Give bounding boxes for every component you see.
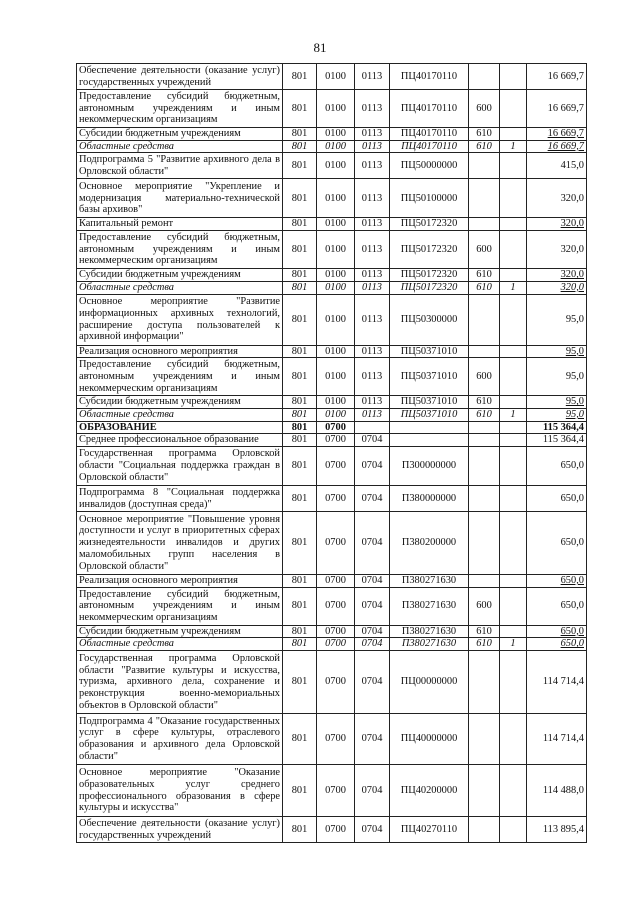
row-csr: ПЦ40270110: [390, 817, 469, 843]
row-ist: [500, 447, 527, 486]
row-sum: 320,0: [527, 269, 587, 282]
row-vr: [469, 714, 500, 765]
row-ved: 801: [283, 396, 317, 409]
row-name: Областные средства: [77, 638, 283, 651]
row-rz: 0100: [317, 153, 355, 179]
row-ist: [500, 128, 527, 141]
row-ist: [500, 575, 527, 588]
row-name: Капитальный ремонт: [77, 218, 283, 231]
row-csr: ПЦ50000000: [390, 153, 469, 179]
table-row: [77, 434, 587, 447]
row-ist: [500, 817, 527, 843]
row-csr: [390, 421, 469, 434]
row-rz: 0700: [317, 651, 355, 714]
row-pr: 0704: [355, 434, 390, 447]
row-rz: 0100: [317, 90, 355, 128]
row-sum: 95,0: [527, 408, 587, 421]
row-name: Областные средства: [77, 408, 283, 421]
row-ved: 801: [283, 512, 317, 575]
row-rz: 0100: [317, 269, 355, 282]
row-ved: 801: [283, 421, 317, 434]
row-vr: 600: [469, 358, 500, 396]
row-ist: [500, 486, 527, 512]
row-sum: 650,0: [527, 512, 587, 575]
row-vr: 610: [469, 281, 500, 294]
row-vr: 600: [469, 90, 500, 128]
row-vr: 600: [469, 587, 500, 625]
row-ist: 1: [500, 638, 527, 651]
row-pr: 0113: [355, 179, 390, 218]
row-vr: [469, 153, 500, 179]
row-vr: 610: [469, 408, 500, 421]
table-row: [77, 447, 587, 486]
row-pr: 0113: [355, 358, 390, 396]
row-csr: ПЦ50172320: [390, 218, 469, 231]
row-ved: 801: [283, 64, 317, 90]
row-ist: [500, 714, 527, 765]
row-name: Среднее профессиональное образование: [77, 434, 283, 447]
row-ved: 801: [283, 765, 317, 817]
row-sum: 113 895,4: [527, 817, 587, 843]
row-csr: ПЦ50371010: [390, 345, 469, 358]
row-name: Основное мероприятие "Развитие информационных архивных технологий, расширение доступа пользователей к архивной информации": [77, 294, 283, 345]
table-row: [77, 638, 587, 651]
table-row: [77, 587, 587, 625]
row-vr: [469, 421, 500, 434]
row-csr: ПЦ50371010: [390, 396, 469, 409]
row-rz: 0100: [317, 140, 355, 153]
row-ist: [500, 358, 527, 396]
row-name: Подпрограмма 5 "Развитие архивного дела в Орловской области": [77, 153, 283, 179]
row-pr: 0113: [355, 345, 390, 358]
row-sum: 95,0: [527, 294, 587, 345]
row-name: Субсидии бюджетным учреждениям: [77, 269, 283, 282]
row-csr: ПЦ40000000: [390, 714, 469, 765]
row-csr: ПЦ50172320: [390, 231, 469, 269]
row-pr: 0704: [355, 625, 390, 638]
row-vr: [469, 512, 500, 575]
row-ist: [500, 64, 527, 90]
row-csr: ПЦ40200000: [390, 765, 469, 817]
row-ved: 801: [283, 625, 317, 638]
row-name: Государственная программа Орловской области "Социальная поддержка граждан в Орловской области": [77, 447, 283, 486]
row-sum: 95,0: [527, 358, 587, 396]
row-name: Предоставление субсидий бюджетным, автономным учреждениям и иным некоммерческим организациям: [77, 358, 283, 396]
row-pr: 0113: [355, 231, 390, 269]
row-sum: 16 669,7: [527, 64, 587, 90]
row-vr: [469, 218, 500, 231]
row-name: Предоставление субсидий бюджетным, автономным учреждениям и иным некоммерческим организациям: [77, 587, 283, 625]
row-csr: ПЦ40170110: [390, 128, 469, 141]
row-csr: ПЦ50172320: [390, 269, 469, 282]
row-name: Обеспечение деятельности (оказание услуг) государственных учреждений: [77, 817, 283, 843]
row-rz: 0700: [317, 765, 355, 817]
row-rz: 0700: [317, 714, 355, 765]
table-row: [77, 817, 587, 843]
row-sum: 114 714,4: [527, 714, 587, 765]
row-name: Предоставление субсидий бюджетным, автономным учреждениям и иным некоммерческим организациям: [77, 90, 283, 128]
row-csr: ПЦ50172320: [390, 281, 469, 294]
row-sum: 114 488,0: [527, 765, 587, 817]
row-name: Государственная программа Орловской области "Развитие культуры и искусства, туризма, архивного дела, сохранение и реконструкция военно-мемориальных объектов в Орловской области": [77, 651, 283, 714]
row-sum: 115 364,4: [527, 421, 587, 434]
row-ist: [500, 231, 527, 269]
row-vr: [469, 817, 500, 843]
row-rz: 0700: [317, 447, 355, 486]
row-pr: 0113: [355, 140, 390, 153]
row-rz: 0100: [317, 281, 355, 294]
row-ved: 801: [283, 447, 317, 486]
row-rz: 0100: [317, 218, 355, 231]
row-sum: 16 669,7: [527, 90, 587, 128]
row-rz: 0700: [317, 421, 355, 434]
row-vr: 610: [469, 269, 500, 282]
row-ved: 801: [283, 179, 317, 218]
row-sum: 320,0: [527, 281, 587, 294]
row-rz: 0100: [317, 179, 355, 218]
table-row: [77, 408, 587, 421]
row-ved: 801: [283, 153, 317, 179]
row-rz: 0700: [317, 486, 355, 512]
row-vr: [469, 434, 500, 447]
row-vr: [469, 575, 500, 588]
row-name: Основное мероприятие "Повышение уровня доступности и услуг в приоритетных сферах жизнедеятельности инвалидов и других маломобильных групп населения в Орловской области": [77, 512, 283, 575]
row-rz: 0100: [317, 345, 355, 358]
row-rz: 0700: [317, 587, 355, 625]
row-pr: 0704: [355, 714, 390, 765]
row-ved: 801: [283, 218, 317, 231]
row-vr: [469, 447, 500, 486]
row-pr: 0704: [355, 651, 390, 714]
row-csr: ПЦ40170110: [390, 140, 469, 153]
row-name: ОБРАЗОВАНИЕ: [77, 421, 283, 434]
table-row: [77, 64, 587, 90]
row-ist: [500, 625, 527, 638]
row-ist: [500, 269, 527, 282]
row-sum: 320,0: [527, 179, 587, 218]
row-pr: 0704: [355, 765, 390, 817]
row-ist: [500, 512, 527, 575]
row-sum: 650,0: [527, 486, 587, 512]
row-ist: [500, 434, 527, 447]
row-ved: 801: [283, 434, 317, 447]
table-row: [77, 90, 587, 128]
row-vr: 610: [469, 396, 500, 409]
row-ved: 801: [283, 90, 317, 128]
row-pr: 0113: [355, 294, 390, 345]
row-ist: [500, 153, 527, 179]
row-csr: П380271630: [390, 625, 469, 638]
row-ist: [500, 587, 527, 625]
row-ved: 801: [283, 140, 317, 153]
row-pr: 0113: [355, 64, 390, 90]
row-csr: [390, 434, 469, 447]
row-sum: 115 364,4: [527, 434, 587, 447]
table-row: [77, 179, 587, 218]
row-ved: 801: [283, 486, 317, 512]
row-vr: 610: [469, 625, 500, 638]
row-ist: 1: [500, 281, 527, 294]
row-rz: 0100: [317, 64, 355, 90]
row-rz: 0100: [317, 396, 355, 409]
table-row: [77, 625, 587, 638]
table-row: [77, 765, 587, 817]
table-row: [77, 575, 587, 588]
row-ist: [500, 90, 527, 128]
row-sum: 650,0: [527, 447, 587, 486]
table-row: [77, 281, 587, 294]
row-name: Реализация основного мероприятия: [77, 575, 283, 588]
row-ved: 801: [283, 408, 317, 421]
row-csr: П300000000: [390, 447, 469, 486]
row-csr: ПЦ40170110: [390, 64, 469, 90]
table-row: [77, 140, 587, 153]
row-vr: [469, 486, 500, 512]
row-pr: 0113: [355, 269, 390, 282]
row-name: Основное мероприятие "Укрепление и модернизация материально-технической базы архивов": [77, 179, 283, 218]
row-sum: 415,0: [527, 153, 587, 179]
row-csr: ПЦ50371010: [390, 358, 469, 396]
row-rz: 0100: [317, 358, 355, 396]
row-pr: 0704: [355, 817, 390, 843]
row-vr: 610: [469, 638, 500, 651]
row-csr: П380000000: [390, 486, 469, 512]
table-row: [77, 396, 587, 409]
row-rz: 0700: [317, 434, 355, 447]
row-name: Областные средства: [77, 140, 283, 153]
row-pr: 0113: [355, 90, 390, 128]
row-name: Подпрограмма 4 "Оказание государственных услуг в сфере культуры, отраслевого образования и архивного дела Орловской области": [77, 714, 283, 765]
row-csr: П380271630: [390, 587, 469, 625]
row-pr: 0113: [355, 218, 390, 231]
row-pr: 0704: [355, 575, 390, 588]
table-row: [77, 651, 587, 714]
table-row: [77, 512, 587, 575]
row-vr: [469, 179, 500, 218]
row-sum: 320,0: [527, 231, 587, 269]
row-ved: 801: [283, 638, 317, 651]
row-pr: 0113: [355, 153, 390, 179]
row-csr: П380271630: [390, 638, 469, 651]
row-ved: 801: [283, 651, 317, 714]
row-name: Областные средства: [77, 281, 283, 294]
row-csr: ПЦ40170110: [390, 90, 469, 128]
row-rz: 0700: [317, 638, 355, 651]
row-sum: 650,0: [527, 587, 587, 625]
row-ist: [500, 765, 527, 817]
row-ist: [500, 294, 527, 345]
row-ved: 801: [283, 587, 317, 625]
row-sum: 650,0: [527, 638, 587, 651]
row-pr: 0113: [355, 128, 390, 141]
row-ved: 801: [283, 345, 317, 358]
table-row: [77, 345, 587, 358]
table-row: [77, 486, 587, 512]
row-sum: 16 669,7: [527, 140, 587, 153]
row-rz: 0700: [317, 512, 355, 575]
row-sum: 320,0: [527, 218, 587, 231]
row-csr: ПЦ50300000: [390, 294, 469, 345]
row-vr: 610: [469, 140, 500, 153]
row-csr: П380271630: [390, 575, 469, 588]
row-name: Субсидии бюджетным учреждениям: [77, 128, 283, 141]
row-ist: [500, 651, 527, 714]
row-rz: 0100: [317, 231, 355, 269]
row-sum: 95,0: [527, 345, 587, 358]
row-pr: [355, 421, 390, 434]
row-ved: 801: [283, 575, 317, 588]
row-ved: 801: [283, 358, 317, 396]
table-row: [77, 714, 587, 765]
row-pr: 0113: [355, 396, 390, 409]
row-pr: 0113: [355, 281, 390, 294]
budget-table: [76, 63, 587, 843]
row-name: Субсидии бюджетным учреждениям: [77, 396, 283, 409]
row-ved: 801: [283, 128, 317, 141]
row-csr: ПЦ50100000: [390, 179, 469, 218]
table-row: [77, 218, 587, 231]
row-name: Подпрограмма 8 "Социальная поддержка инвалидов (доступная среда)": [77, 486, 283, 512]
row-sum: 114 714,4: [527, 651, 587, 714]
row-name: Предоставление субсидий бюджетным, автономным учреждениям и иным некоммерческим организациям: [77, 231, 283, 269]
row-sum: 95,0: [527, 396, 587, 409]
row-pr: 0704: [355, 587, 390, 625]
row-sum: 650,0: [527, 575, 587, 588]
row-pr: 0704: [355, 447, 390, 486]
row-csr: ПЦ00000000: [390, 651, 469, 714]
row-pr: 0704: [355, 512, 390, 575]
row-vr: [469, 64, 500, 90]
row-ved: 801: [283, 281, 317, 294]
row-ist: [500, 421, 527, 434]
row-pr: 0704: [355, 638, 390, 651]
table-row: [77, 421, 587, 434]
row-ist: [500, 218, 527, 231]
row-ist: [500, 345, 527, 358]
row-name: Обеспечение деятельности (оказание услуг) государственных учреждений: [77, 64, 283, 90]
row-ist: [500, 396, 527, 409]
row-vr: 600: [469, 231, 500, 269]
table-row: [77, 153, 587, 179]
row-ved: 801: [283, 231, 317, 269]
row-ist: 1: [500, 408, 527, 421]
row-ved: 801: [283, 269, 317, 282]
row-rz: 0100: [317, 294, 355, 345]
row-ist: [500, 179, 527, 218]
row-name: Основное мероприятие "Оказание образовательных услуг среднего профессионального образования в сфере культуры и искусства": [77, 765, 283, 817]
row-csr: ПЦ50371010: [390, 408, 469, 421]
row-name: Субсидии бюджетным учреждениям: [77, 625, 283, 638]
row-ist: 1: [500, 140, 527, 153]
row-sum: 16 669,7: [527, 128, 587, 141]
row-sum: 650,0: [527, 625, 587, 638]
row-rz: 0700: [317, 575, 355, 588]
table-row: [77, 231, 587, 269]
row-pr: 0113: [355, 408, 390, 421]
row-rz: 0700: [317, 625, 355, 638]
row-ved: 801: [283, 817, 317, 843]
row-vr: [469, 765, 500, 817]
row-vr: [469, 651, 500, 714]
row-vr: [469, 294, 500, 345]
row-ved: 801: [283, 714, 317, 765]
row-vr: 610: [469, 128, 500, 141]
row-pr: 0704: [355, 486, 390, 512]
table-row: [77, 294, 587, 345]
table-row: [77, 269, 587, 282]
row-rz: 0100: [317, 128, 355, 141]
row-rz: 0100: [317, 408, 355, 421]
table-row: [77, 128, 587, 141]
page-number: 81: [313, 40, 327, 55]
row-ved: 801: [283, 294, 317, 345]
row-vr: [469, 345, 500, 358]
row-rz: 0700: [317, 817, 355, 843]
table-row: [77, 358, 587, 396]
row-csr: П380200000: [390, 512, 469, 575]
row-name: Реализация основного мероприятия: [77, 345, 283, 358]
